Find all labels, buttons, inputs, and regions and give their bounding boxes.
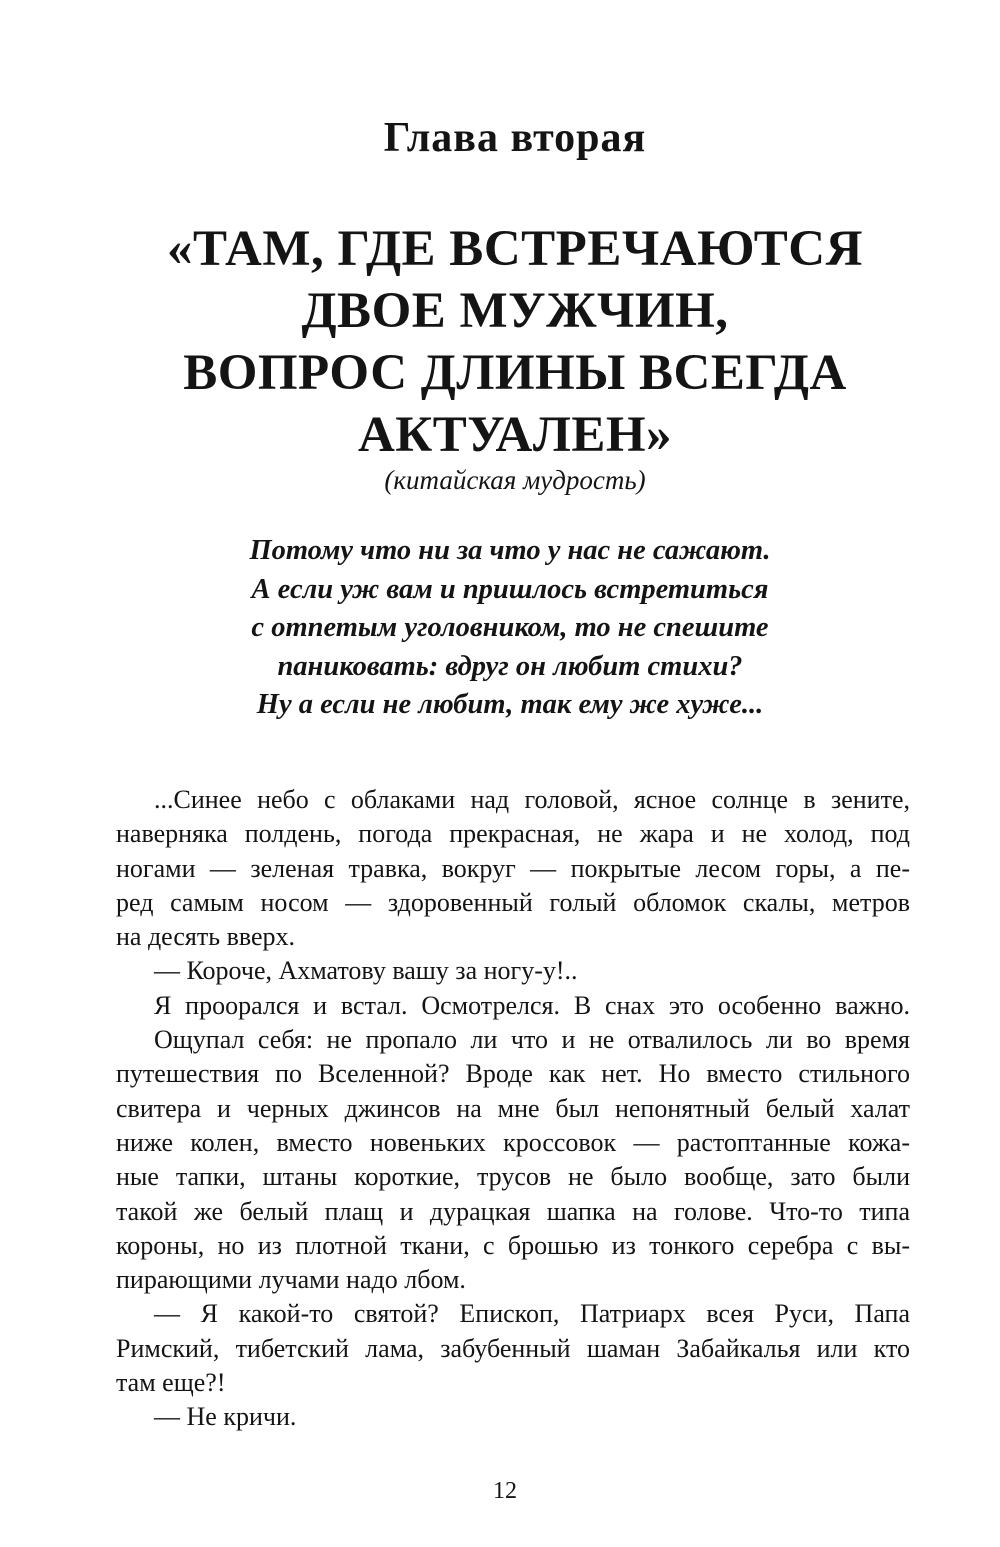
body-line: короны, но из плотной ткани, с брошью из тонкого серебра с вы-: [116, 1230, 910, 1260]
body-line: — Короче, Ахматову вашу за ногу-у!..: [154, 956, 578, 986]
body-line: ниже колен, вместо новеньких кроссовок — растоптанные кожа-: [116, 1127, 910, 1157]
body-line: такой же белый плащ и дурацкая шапка на голове. Что-то типа: [116, 1196, 910, 1226]
epigraph-line: Ну а если не любит, так ему же хуже...: [256, 689, 764, 720]
chapter-title-line: ВОПРОС ДЛИНЫ ВСЕГДА: [183, 345, 847, 401]
epigraph-line: А если уж вам и пришлось встретиться: [251, 573, 769, 605]
body-line: свитера и черных джинсов на мне был непонятный белый халат: [116, 1093, 910, 1123]
body-line: ред самым носом — здоровенный голый обломок скалы, метров: [116, 887, 910, 917]
body-text: [116, 783, 910, 1435]
epigraph: [0, 532, 1000, 725]
body-line: — Не кричи.: [154, 1402, 297, 1432]
chapter-title-line: ДВОЕ МУЖЧИН,: [301, 283, 729, 339]
body-line: Ощупал себя: не пропало ли что и не отвалилось ли во время: [154, 1025, 910, 1055]
title-attribution: (китайская мудрость): [384, 465, 646, 495]
chapter-label: Глава вторая: [383, 115, 647, 161]
body-line: там еще?!: [116, 1368, 226, 1398]
chapter-title: [0, 218, 1000, 466]
chapter-title-line: «ТАМ, ГДЕ ВСТРЕЧАЮТСЯ: [167, 221, 863, 277]
epigraph-line: с отпетым уголовником, то не спешите: [251, 612, 769, 643]
body-line: ные тапки, штаны короткие, трусов не было вообще, зато были: [116, 1162, 910, 1192]
body-line: ...Синее небо с облаками над головой, ясное солнце в зените,: [154, 785, 910, 814]
body-line: на десять вверх.: [116, 922, 296, 952]
body-line: Римский, тибетский лама, забубенный шаман Забайкалья или кто: [116, 1333, 910, 1363]
page-number: 12: [493, 1478, 517, 1504]
body-line: Я проорался и встал. Осмотрелся. В снах это особенно важно.: [154, 990, 910, 1020]
epigraph-line: Потому что ни за что у нас не сажают.: [249, 535, 771, 566]
chapter-title-line: АКТУАЛЕН»: [357, 407, 673, 463]
body-line: — Я какой-то святой? Епископ, Патриарх всея Руси, Папа: [154, 1299, 910, 1329]
body-line: наверняка полдень, погода прекрасная, не жара и не холод, под: [116, 819, 910, 849]
epigraph-line: паниковать: вдруг он любит стихи?: [277, 650, 743, 682]
body-line: путешествия по Вселенной? Вроде как нет. Но вместо стильного: [116, 1059, 910, 1089]
body-line: пирающими лучами надо лбом.: [116, 1265, 466, 1295]
body-line: ногами — зеленая травка, вокруг — покрытые лесом горы, а пе-: [116, 853, 910, 883]
